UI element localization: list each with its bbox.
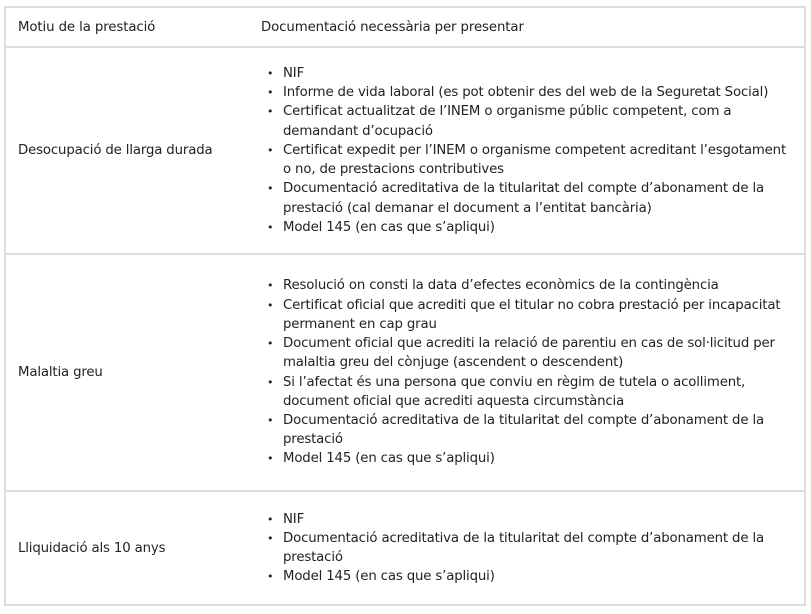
table-body xyxy=(5,47,805,605)
document-text: Model 145 (en cas que s’apliqui) xyxy=(283,219,495,235)
bullet-icon: • xyxy=(267,512,274,526)
document-text: Documentació acreditativa de la titularitat del compte d’abonament de la prestació xyxy=(283,530,764,565)
document-text: Document oficial que acrediti la relació de parentiu en cas de sol·licitud per malaltia greu del cònjuge (ascendent o descendent) xyxy=(283,336,775,371)
list-item xyxy=(261,449,792,468)
list-item xyxy=(261,218,792,237)
bullet-icon: • xyxy=(267,279,274,293)
documentation-table xyxy=(4,6,806,606)
bullet-icon: • xyxy=(267,452,274,466)
bullet-icon: • xyxy=(267,570,274,584)
bullet-icon: • xyxy=(267,337,274,351)
bullet-icon: • xyxy=(267,143,274,157)
list-item xyxy=(261,567,792,586)
table-row xyxy=(5,254,805,491)
list-item xyxy=(261,373,792,411)
list-item xyxy=(261,179,792,217)
list-item xyxy=(261,141,792,179)
documents-list xyxy=(261,510,792,587)
document-text: Certificat oficial que acrediti que el titular no cobra prestació per incapacitat permanent en cap grau xyxy=(283,297,781,332)
list-item xyxy=(261,411,792,449)
document-text: Model 145 (en cas que s’apliqui) xyxy=(283,569,495,585)
document-text: Si l’afectat és una persona que conviu en règim de tutela o acolliment, document oficial que acrediti aquesta circumstància xyxy=(283,374,746,409)
documents-cell xyxy=(261,47,805,254)
bullet-icon: • xyxy=(267,413,274,427)
document-text: NIF xyxy=(283,66,305,82)
documents-list xyxy=(261,276,792,468)
motiu-cell: Malaltia greu xyxy=(5,254,261,491)
list-item xyxy=(261,510,792,529)
documents-list xyxy=(261,64,792,237)
bullet-icon: • xyxy=(267,298,274,312)
bullet-icon: • xyxy=(267,375,274,389)
bullet-icon: • xyxy=(267,531,274,545)
list-item xyxy=(261,529,792,567)
motiu-cell: Lliquidació als 10 anys xyxy=(5,491,261,605)
document-text: Documentació acreditativa de la titularitat del compte d’abonament de la prestació (cal demanar el document a l’entitat bancària) xyxy=(283,181,764,216)
document-text: Certificat expedit per l’INEM o organisme competent acreditant l’esgotament o no, de prestacions contributives xyxy=(283,142,787,178)
document-text: NIF xyxy=(283,511,305,527)
table-row xyxy=(5,47,805,254)
table-header xyxy=(5,7,805,47)
document-text: Resolució on consti la data d’efectes econòmics de la contingència xyxy=(283,278,719,294)
motiu-cell: Desocupació de llarga durada xyxy=(5,47,261,254)
list-item xyxy=(261,64,792,83)
document-text: Informe de vida laboral (es pot obtenir des del web de la Seguretat Social) xyxy=(283,85,769,101)
document-text: Model 145 (en cas que s’apliqui) xyxy=(283,451,495,467)
documents-cell xyxy=(261,254,805,491)
header-motiu: Motiu de la prestació xyxy=(5,7,261,47)
bullet-icon: • xyxy=(267,86,274,100)
document-text: Certificat actualitzat de l’INEM o organisme públic competent, com a demandant d’ocupació xyxy=(283,104,732,139)
list-item xyxy=(261,83,792,102)
header-row xyxy=(5,7,805,47)
list-item xyxy=(261,296,792,334)
bullet-icon: • xyxy=(267,67,274,81)
list-item xyxy=(261,102,792,140)
document-text: Documentació acreditativa de la titularitat del compte d’abonament de la prestació xyxy=(283,412,764,448)
list-item xyxy=(261,276,792,295)
bullet-icon: • xyxy=(267,105,274,119)
bullet-icon: • xyxy=(267,220,274,234)
bullet-icon: • xyxy=(267,182,274,196)
header-documentacio: Documentació necessària per presentar xyxy=(261,7,805,47)
list-item xyxy=(261,334,792,372)
table-row xyxy=(5,491,805,605)
documents-cell xyxy=(261,491,805,605)
